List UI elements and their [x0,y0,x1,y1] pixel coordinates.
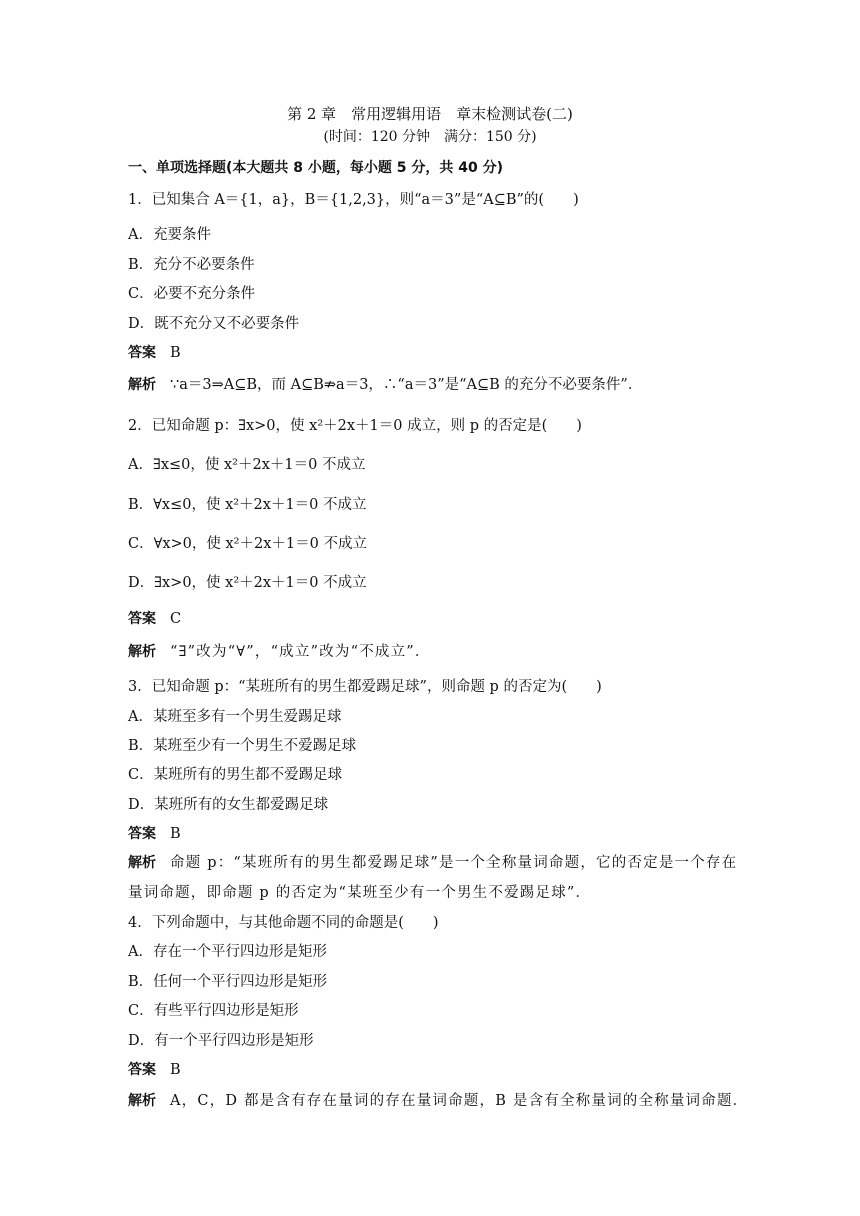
question-3-answer [128,824,181,844]
answer-value: B [170,345,181,361]
answer-value: B [170,1062,181,1078]
question-3-stem: 3．已知命题 p：“某班所有的男生都爱踢足球”，则命题 p 的否定为( ) [128,679,602,695]
analysis-text: “∃”改为“∀”，“成立”改为“不成立”． [170,644,431,660]
question-4-stem: 4．下列命题中，与其他命题不同的命题是( ) [128,915,439,931]
question-4-option-b: B．任何一个平行四边形是矩形 [128,974,328,990]
question-2-option-d: D．∃x>0，使 x²＋2x＋1＝0 不成立 [128,575,367,591]
question-4-option-a: A．存在一个平行四边形是矩形 [128,944,327,960]
question-1-option-b: B．充分不必要条件 [128,257,255,273]
answer-value: C [170,611,182,627]
answer-label: 答案 [128,611,156,627]
analysis-label: 解析 [128,377,156,393]
question-4-option-d: D．有一个平行四边形是矩形 [128,1033,314,1049]
question-3-option-d: D．某班所有的女生都爱踢足球 [128,797,329,813]
page-title: 第 2 章 常用逻辑用语 章末检测试卷(二) [287,105,573,123]
question-3-option-c: C．某班所有的男生都不爱踢足球 [128,767,343,783]
analysis-text: 命题 p：“某班所有的男生都爱踢足球”是一个全称量词命题，它的否定是一个存在 [170,855,738,871]
question-3-option-a: A．某班至多有一个男生爱踢足球 [128,709,342,725]
answer-label: 答案 [128,826,156,842]
question-2-stem: 2．已知命题 p：∃x>0，使 x²＋2x＋1＝0 成立，则 p 的否定是( ) [128,418,582,434]
answer-label: 答案 [128,345,156,361]
question-4-analysis [128,1091,748,1111]
question-1-option-d: D．既不充分又不必要条件 [128,316,300,332]
question-3-analysis-cont: 量词命题，即命题 p 的否定为“某班至少有一个男生不爱踢足球”． [128,885,592,901]
question-3-analysis [128,853,737,873]
question-2-option-c: C．∀x>0，使 x²＋2x＋1＝0 不成立 [128,536,367,552]
question-4-answer [128,1060,181,1080]
answer-label: 答案 [128,1062,156,1078]
analysis-label: 解析 [128,1093,156,1109]
question-1-analysis [128,375,642,395]
question-1-option-a: A．充要条件 [128,227,211,243]
analysis-text: ∵a＝3⇒A⊆B，而 A⊆B⇏a＝3，∴“a＝3”是“A⊆B 的充分不必要条件”． [170,377,643,393]
analysis-label: 解析 [128,644,156,660]
analysis-text: A，C，D 都是含有存在量词的存在量词命题，B 是含有全称量词的全称量词命题． [170,1093,749,1109]
question-1-answer [128,343,181,363]
question-4-option-c: C．有些平行四边形是矩形 [128,1003,299,1019]
question-2-analysis [128,642,431,662]
question-3-option-b: B．某班至少有一个男生不爱踢足球 [128,738,357,754]
analysis-label: 解析 [128,855,156,871]
question-2-answer [128,609,181,629]
question-1-stem: 1．已知集合 A＝{1，a}，B＝{1,2,3}，则“a＝3”是“A⊆B”的( ) [128,192,579,208]
section-heading: 一、单项选择题(本大题共 8 小题，每小题 5 分，共 40 分) [128,160,504,176]
question-1-option-c: C．必要不充分条件 [128,286,256,302]
page-subtitle: (时间：120 分钟 满分：150 分) [323,129,537,145]
question-2-option-b: B．∀x≤0，使 x²＋2x＋1＝0 不成立 [128,497,367,513]
answer-value: B [170,826,181,842]
question-2-option-a: A．∃x≤0，使 x²＋2x＋1＝0 不成立 [128,457,366,473]
